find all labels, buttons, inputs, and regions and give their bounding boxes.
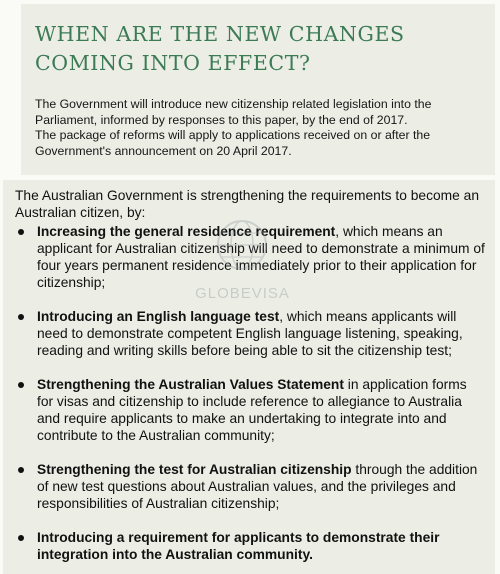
timing-paragraph-1: The Government will introduce new citizenship related legislation into the Parliament, informed by responses to this paper, by the end of 2017.: [35, 97, 432, 127]
item-text: through the addition of new test questions about Australian values, and the privileges and responsibilities of Australian citizenship;: [37, 462, 478, 511]
heading-line-2: COMING INTO EFFECT?: [35, 51, 311, 75]
bullet-icon: [18, 229, 24, 235]
item-bold-text: Introducing an English language test: [37, 309, 280, 324]
requirements-intro: The Australian Government is strengthening the requirements to become an Australian citizen, by:: [15, 188, 479, 220]
section-heading: [35, 20, 481, 78]
heading-line-1: WHEN ARE THE NEW CHANGES: [35, 22, 405, 46]
timing-paragraph-2: The package of reforms will apply to applications received on or after the Government's announcement on 20 April 2017.: [35, 128, 431, 158]
list-item: [12, 461, 485, 512]
timing-panel: [21, 4, 495, 175]
item-text: in application forms for visas and citizenship to include reference to allegiance to Australia and require applicants to make an undertaking to integrate into and contribute to the Australian community;: [37, 377, 467, 443]
requirements-panel: [3, 180, 495, 574]
item-bold-text: Strengthening the Australian Values Statement: [37, 377, 344, 392]
list-item: [12, 223, 485, 291]
list-item: [12, 308, 485, 359]
list-item: [12, 529, 485, 563]
item-bold-text: Increasing the general residence requirement: [37, 224, 336, 239]
watermark-text: GLOBEVISA: [195, 285, 290, 302]
item-text: , which means applicants will need to demonstrate competent English language listening, speaking, reading and writing skills before being able to sit the citizenship test;: [37, 309, 463, 358]
bullet-icon: [18, 382, 24, 388]
item-bold-text: Strengthening the test for Australian citizenship: [37, 462, 352, 477]
bullet-icon: [18, 314, 24, 320]
item-text: , which means an applicant for Australian citizenship will need to demonstrate a minimum of four years permanent residence immediately prior to their application for citizenship;: [37, 224, 485, 290]
list-item: [12, 376, 485, 444]
requirements-list: [12, 223, 485, 563]
item-bold-text: Introducing a requirement for applicants to demonstrate their integration into the Australian community.: [37, 530, 440, 562]
bullet-icon: [18, 467, 24, 473]
bullet-icon: [18, 535, 24, 541]
